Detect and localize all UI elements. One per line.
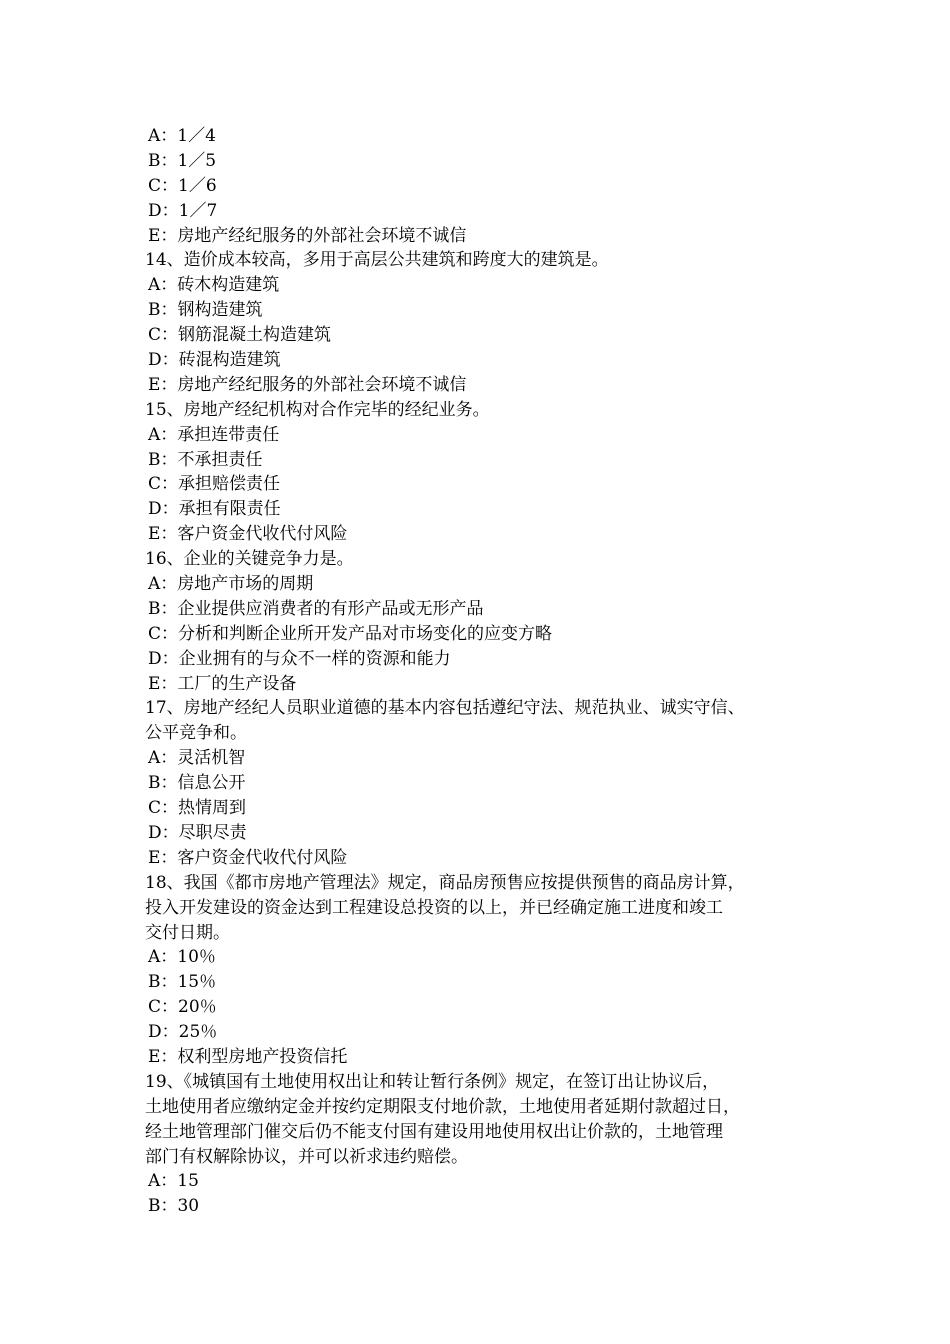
question-text-line: 18、我国《都市房地产管理法》规定，商品房预售应按提供预售的商品房计算， — [145, 872, 745, 893]
answer-option-line: E：客户资金代收代付风险 — [148, 847, 348, 868]
answer-option-line: A：15 — [148, 1171, 199, 1192]
answer-option-line: B：信息公开 — [148, 773, 246, 794]
answer-option-line: C：钢筋混凝土构造建筑 — [148, 325, 332, 346]
answer-option-line: A：10％ — [148, 947, 216, 968]
answer-option-line: D：企业拥有的与众不一样的资源和能力 — [148, 648, 451, 669]
answer-option-line: A：灵活机智 — [148, 748, 246, 769]
question-text-line: 14、造价成本较高，多用于高层公共建筑和跨度大的建筑是。 — [145, 250, 609, 271]
answer-option-line: D：1／7 — [148, 200, 218, 221]
answer-option-line: E：房地产经纪服务的外部社会环境不诚信 — [148, 225, 467, 246]
question-text-line: 公平竞争和。 — [145, 723, 247, 744]
answer-option-line: D：砖混构造建筑 — [148, 350, 281, 371]
answer-option-line: B：15％ — [148, 972, 217, 993]
answer-option-line: B：钢构造建筑 — [148, 300, 263, 321]
answer-option-line: B：1／5 — [148, 150, 217, 171]
answer-option-line: D：尽职尽责 — [148, 822, 247, 843]
answer-option-line: C：热情周到 — [148, 798, 247, 819]
question-text-line: 投入开发建设的资金达到工程建设总投资的以上，并已经确定施工进度和竣工 — [145, 897, 723, 918]
question-text-line: 经土地管理部门催交后仍不能支付国有建设用地使用权出让价款的，土地管理 — [145, 1121, 723, 1142]
answer-option-line: E：工厂的生产设备 — [148, 673, 297, 694]
question-text-line: 15、房地产经纪机构对合作完毕的经纪业务。 — [145, 399, 490, 420]
answer-option-line: E：房地产经纪服务的外部社会环境不诚信 — [148, 374, 467, 395]
answer-option-line: C：20％ — [148, 997, 217, 1018]
answer-option-line: A：承担连带责任 — [148, 424, 280, 445]
answer-option-line: A：1／4 — [148, 126, 216, 146]
question-text-line: 17、房地产经纪人员职业道德的基本内容包括遵纪守法、规范执业、诚实守信、 — [145, 698, 745, 719]
question-text-line: 交付日期。 — [145, 922, 230, 943]
answer-option-line: C：分析和判断企业所开发产品对市场变化的应变方略 — [148, 623, 553, 644]
question-text-line: 19、《城镇国有土地使用权出让和转让暂行条例》规定，在签订出让协议后， — [145, 1071, 720, 1092]
answer-option-line: A：房地产市场的周期 — [148, 574, 314, 595]
answer-option-line: A：砖木构造建筑 — [148, 275, 280, 296]
answer-option-line: C：承担赔偿责任 — [148, 474, 281, 495]
answer-option-line: D：承担有限责任 — [148, 499, 281, 520]
answer-option-line: B：不承担责任 — [148, 449, 263, 470]
answer-option-line: B：30 — [148, 1196, 200, 1217]
question-text-line: 土地使用者应缴纳定金并按约定期限支付地价款，土地使用者延期付款超过日， — [145, 1096, 740, 1117]
question-text-line: 16、企业的关键竞争力是。 — [145, 549, 354, 570]
answer-option-line: D：25％ — [148, 1022, 218, 1043]
answer-option-line: E：客户资金代收代付风险 — [148, 524, 348, 545]
question-text-line: 部门有权解除协议，并可以祈求违约赔偿。 — [145, 1146, 468, 1167]
answer-option-line: C：1／6 — [148, 175, 217, 196]
answer-option-line: B：企业提供应消费者的有形产品或无形产品 — [148, 598, 484, 619]
answer-option-line: E：权利型房地产投资信托 — [148, 1046, 348, 1067]
exam-question-list — [145, 124, 835, 1219]
